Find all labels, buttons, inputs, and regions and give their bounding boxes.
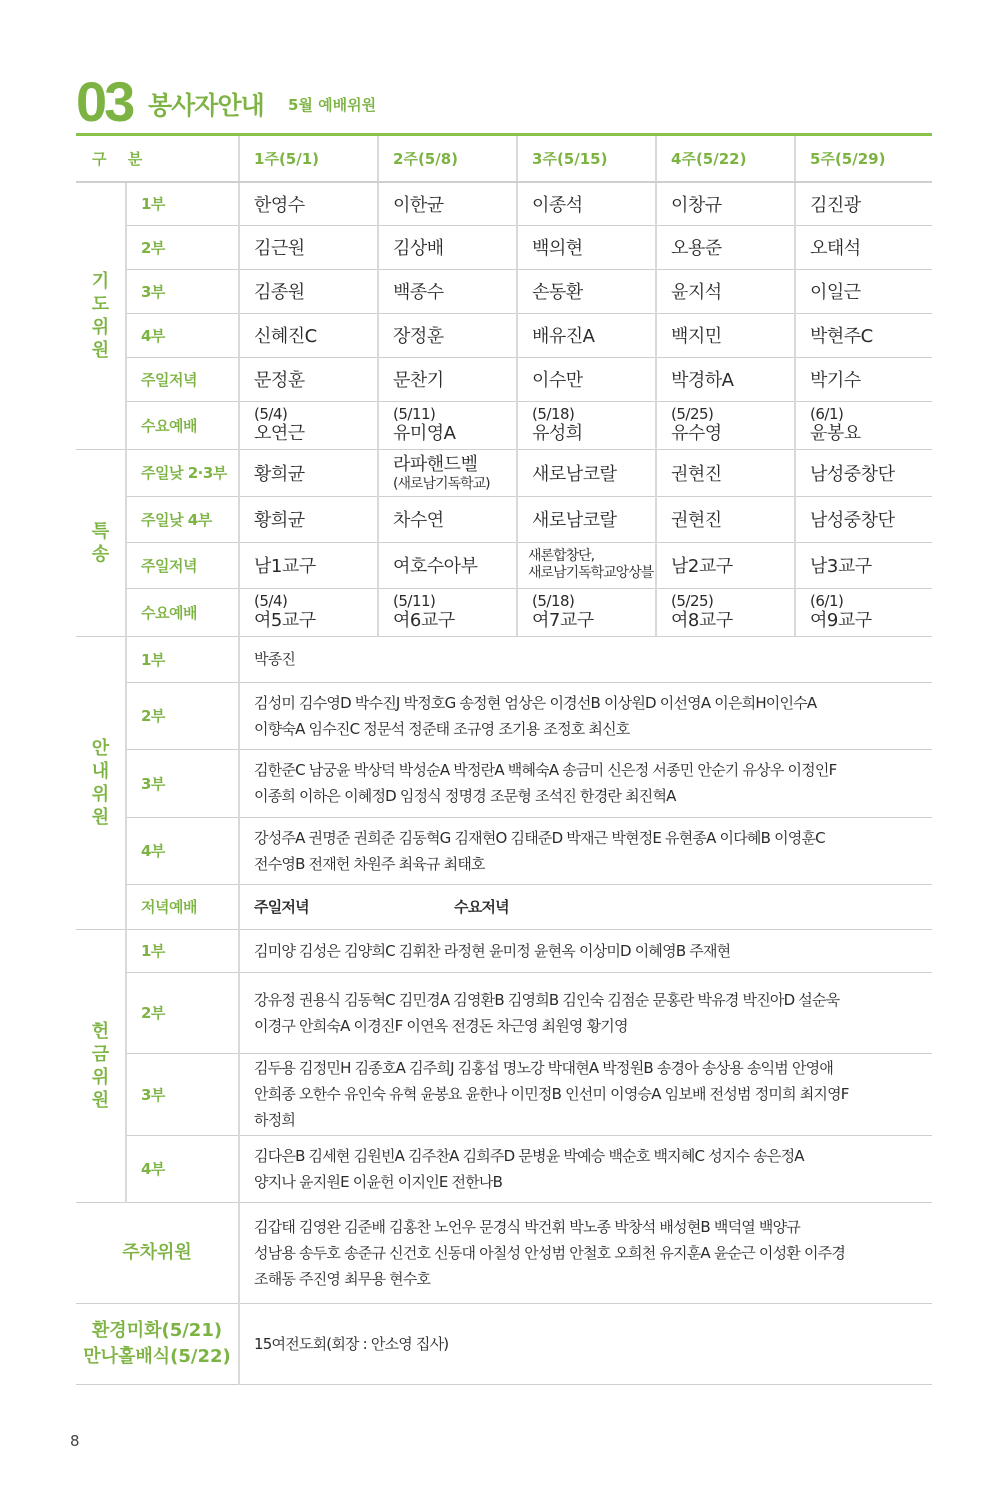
table-row [76,357,932,401]
table-cell: 김상배 [378,225,517,269]
table-row [76,749,932,817]
table-cell: 주일저녁 수요저녁 [239,884,932,929]
table-cell: 새론합창단, 새로남기독학교앙상블 [517,542,656,588]
table-row [76,972,932,1053]
table-cell: 문찬기 [378,357,517,401]
section-header [76,72,932,134]
table-cell: (5/25) 여8교구 [656,588,795,636]
group-label-special: 특 송 [76,449,126,636]
row-label: 3부 [126,749,239,817]
table-cell: 새로남코랄 [517,449,656,496]
table-row [76,496,932,542]
table-cell: 남1교구 [239,542,378,588]
table-cell: 황희균 [239,449,378,496]
table-cell: (6/1) 여9교구 [795,588,932,636]
table-cell: 김미양 김성은 김양희C 김휘찬 라정현 윤미정 윤현옥 이상미D 이혜영B 주재현 [239,929,932,972]
table-cell: 윤지석 [656,269,795,313]
table-row [76,182,932,225]
table-cell: 백종수 [378,269,517,313]
table-cell: 김갑태 김영완 김준배 김홍찬 노언우 문경식 박건휘 박노종 박창석 배성현B 백덕열 백양규 성남용 송두호 송준규 신건호 신동대 아칠성 안성범 안철호 오희천 유지훈A 윤순근 이성환 이주경 조해동 주진영 최무용 현수호 [239,1202,932,1303]
header-week-4: 4주(5/22) [656,136,795,182]
table-cell: 박종진 [239,636,932,682]
table-cell: (5/11) 유미영A [378,401,517,449]
table-cell: (5/18) 유성희 [517,401,656,449]
header-category: 구 분 [76,136,239,182]
row-label: 2부 [126,225,239,269]
table-cell: 남2교구 [656,542,795,588]
table-cell: 이일근 [795,269,932,313]
table-cell: 박경하A [656,357,795,401]
table-cell: 이종석 [517,182,656,225]
row-label: 수요예배 [126,588,239,636]
table-cell: 강성주A 권명준 권희준 김동혁G 김재현O 김태준D 박재근 박현정E 유현종A 이다혜B 이영훈C 전수영B 전재헌 차원주 최육규 최태호 [239,817,932,884]
table-cell: 김진광 [795,182,932,225]
table-row [76,682,932,749]
table-row [76,636,932,682]
table-cell: 차수연 [378,496,517,542]
table-cell: 배유진A [517,313,656,357]
schedule-table [76,136,932,1385]
row-label: 4부 [126,313,239,357]
group-label-environment: 환경미화(5/21) 만나홀배식(5/22) [76,1303,239,1384]
table-cell: 김종원 [239,269,378,313]
table-row [76,817,932,884]
table-row [76,1135,932,1202]
table-cell: 오용준 [656,225,795,269]
row-label: 2부 [126,972,239,1053]
table-row [76,449,932,496]
table-cell: 여호수아부 [378,542,517,588]
table-cell: 남성중창단 [795,496,932,542]
group-label-usher: 안 내 위 원 [76,636,126,929]
table-row [76,313,932,357]
table-row [76,1202,932,1303]
row-label: 3부 [126,1053,239,1135]
table-cell: (5/18) 여7교구 [517,588,656,636]
table-cell: 김근원 [239,225,378,269]
header-week-2: 2주(5/8) [378,136,517,182]
header-week-1: 1주(5/1) [239,136,378,182]
table-cell: 강유정 권용식 김동혁C 김민경A 김영환B 김영희B 김인숙 김점순 문홍란 박유경 박진아D 설순욱 이경구 안희숙A 이경진F 이연옥 전경돈 차근영 최원영 황기영 [239,972,932,1053]
table-cell: 김성미 김수영D 박수진J 박정호G 송정현 엄상은 이경선B 이상원D 이선영A 이은희H이인수A 이향숙A 임수진C 정문석 정준태 조규영 조기용 조정호 최신호 [239,682,932,749]
row-label: 수요예배 [126,401,239,449]
row-label: 저녁예배 [126,884,239,929]
table-row [76,929,932,972]
table-cell: (5/4) 여5교구 [239,588,378,636]
table-cell: 이수만 [517,357,656,401]
row-label: 4부 [126,817,239,884]
row-label: 주일저녁 [126,542,239,588]
table-cell: 백지민 [656,313,795,357]
section-subtitle: 5월 예배위원 [288,96,377,114]
section-number: 03 [76,70,133,133]
row-label: 1부 [126,929,239,972]
header-week-3: 3주(5/15) [517,136,656,182]
row-label: 1부 [126,636,239,682]
table-row [76,225,932,269]
group-label-parking: 주차위원 [76,1202,239,1303]
row-label: 주일낮 2·3부 [126,449,239,496]
table-cell: 15여전도회(회장 : 안소영 집사) [239,1303,932,1384]
table-cell: 장정훈 [378,313,517,357]
table-cell: 박기수 [795,357,932,401]
row-label: 주일낮 4부 [126,496,239,542]
table-cell: (5/11) 여6교구 [378,588,517,636]
table-cell: 문정훈 [239,357,378,401]
table-cell: (5/4) 오연근 [239,401,378,449]
table-cell: 박현주C [795,313,932,357]
table-row [76,1303,932,1384]
row-label: 2부 [126,682,239,749]
table-cell: 권현진 [656,449,795,496]
table-row [76,269,932,313]
table-row [76,1053,932,1135]
table-cell: 신혜진C [239,313,378,357]
group-label-offering: 헌 금 위 원 [76,929,126,1202]
table-cell: 권현진 [656,496,795,542]
table-row [76,542,932,588]
table-row [76,588,932,636]
table-cell: 손동환 [517,269,656,313]
row-label: 1부 [126,182,239,225]
table-cell: 라파핸드벨 (새로남기독학교) [378,449,517,496]
header-week-5: 5주(5/29) [795,136,932,182]
table-cell: 새로남코랄 [517,496,656,542]
row-label: 주일저녁 [126,357,239,401]
table-row [76,401,932,449]
table-cell: 이한균 [378,182,517,225]
table-cell: 김두용 김정민H 김종호A 김주희J 김홍섭 명노강 박대현A 박정원B 송경아 송상용 송익범 안영애 안희종 오한수 유인숙 유혁 윤봉요 윤한나 이민정B 인선미 이영승A 임보배 전성범 정미희 최지영F 하정희 [239,1053,932,1135]
section-title: 봉사자안내 [148,91,264,120]
table-cell: (6/1) 윤봉요 [795,401,932,449]
table-cell: 황희균 [239,496,378,542]
table-cell: 남성중창단 [795,449,932,496]
table-header-row [76,136,932,182]
group-label-prayer: 기 도 위 원 [76,182,126,449]
table-cell: 남3교구 [795,542,932,588]
table-cell: 김다은B 김세현 김원빈A 김주찬A 김희주D 문병윤 박예승 백순호 백지혜C 성지수 송은정A 양지나 윤지원E 이윤헌 이지인E 전한나B [239,1135,932,1202]
table-cell: 백의현 [517,225,656,269]
page-number: 8 [70,1432,80,1450]
table-cell: (5/25) 유수영 [656,401,795,449]
table-cell: 오태석 [795,225,932,269]
row-label: 4부 [126,1135,239,1202]
table-cell: 이창규 [656,182,795,225]
row-label: 3부 [126,269,239,313]
table-cell: 한영수 [239,182,378,225]
table-row [76,884,932,929]
table-cell: 김한준C 남궁윤 박상덕 박성순A 박정란A 백혜숙A 송금미 신은정 서종민 안순기 유상우 이정인F 이종희 이하은 이혜정D 임정식 정명경 조문형 조석진 한경란 최진혁A [239,749,932,817]
